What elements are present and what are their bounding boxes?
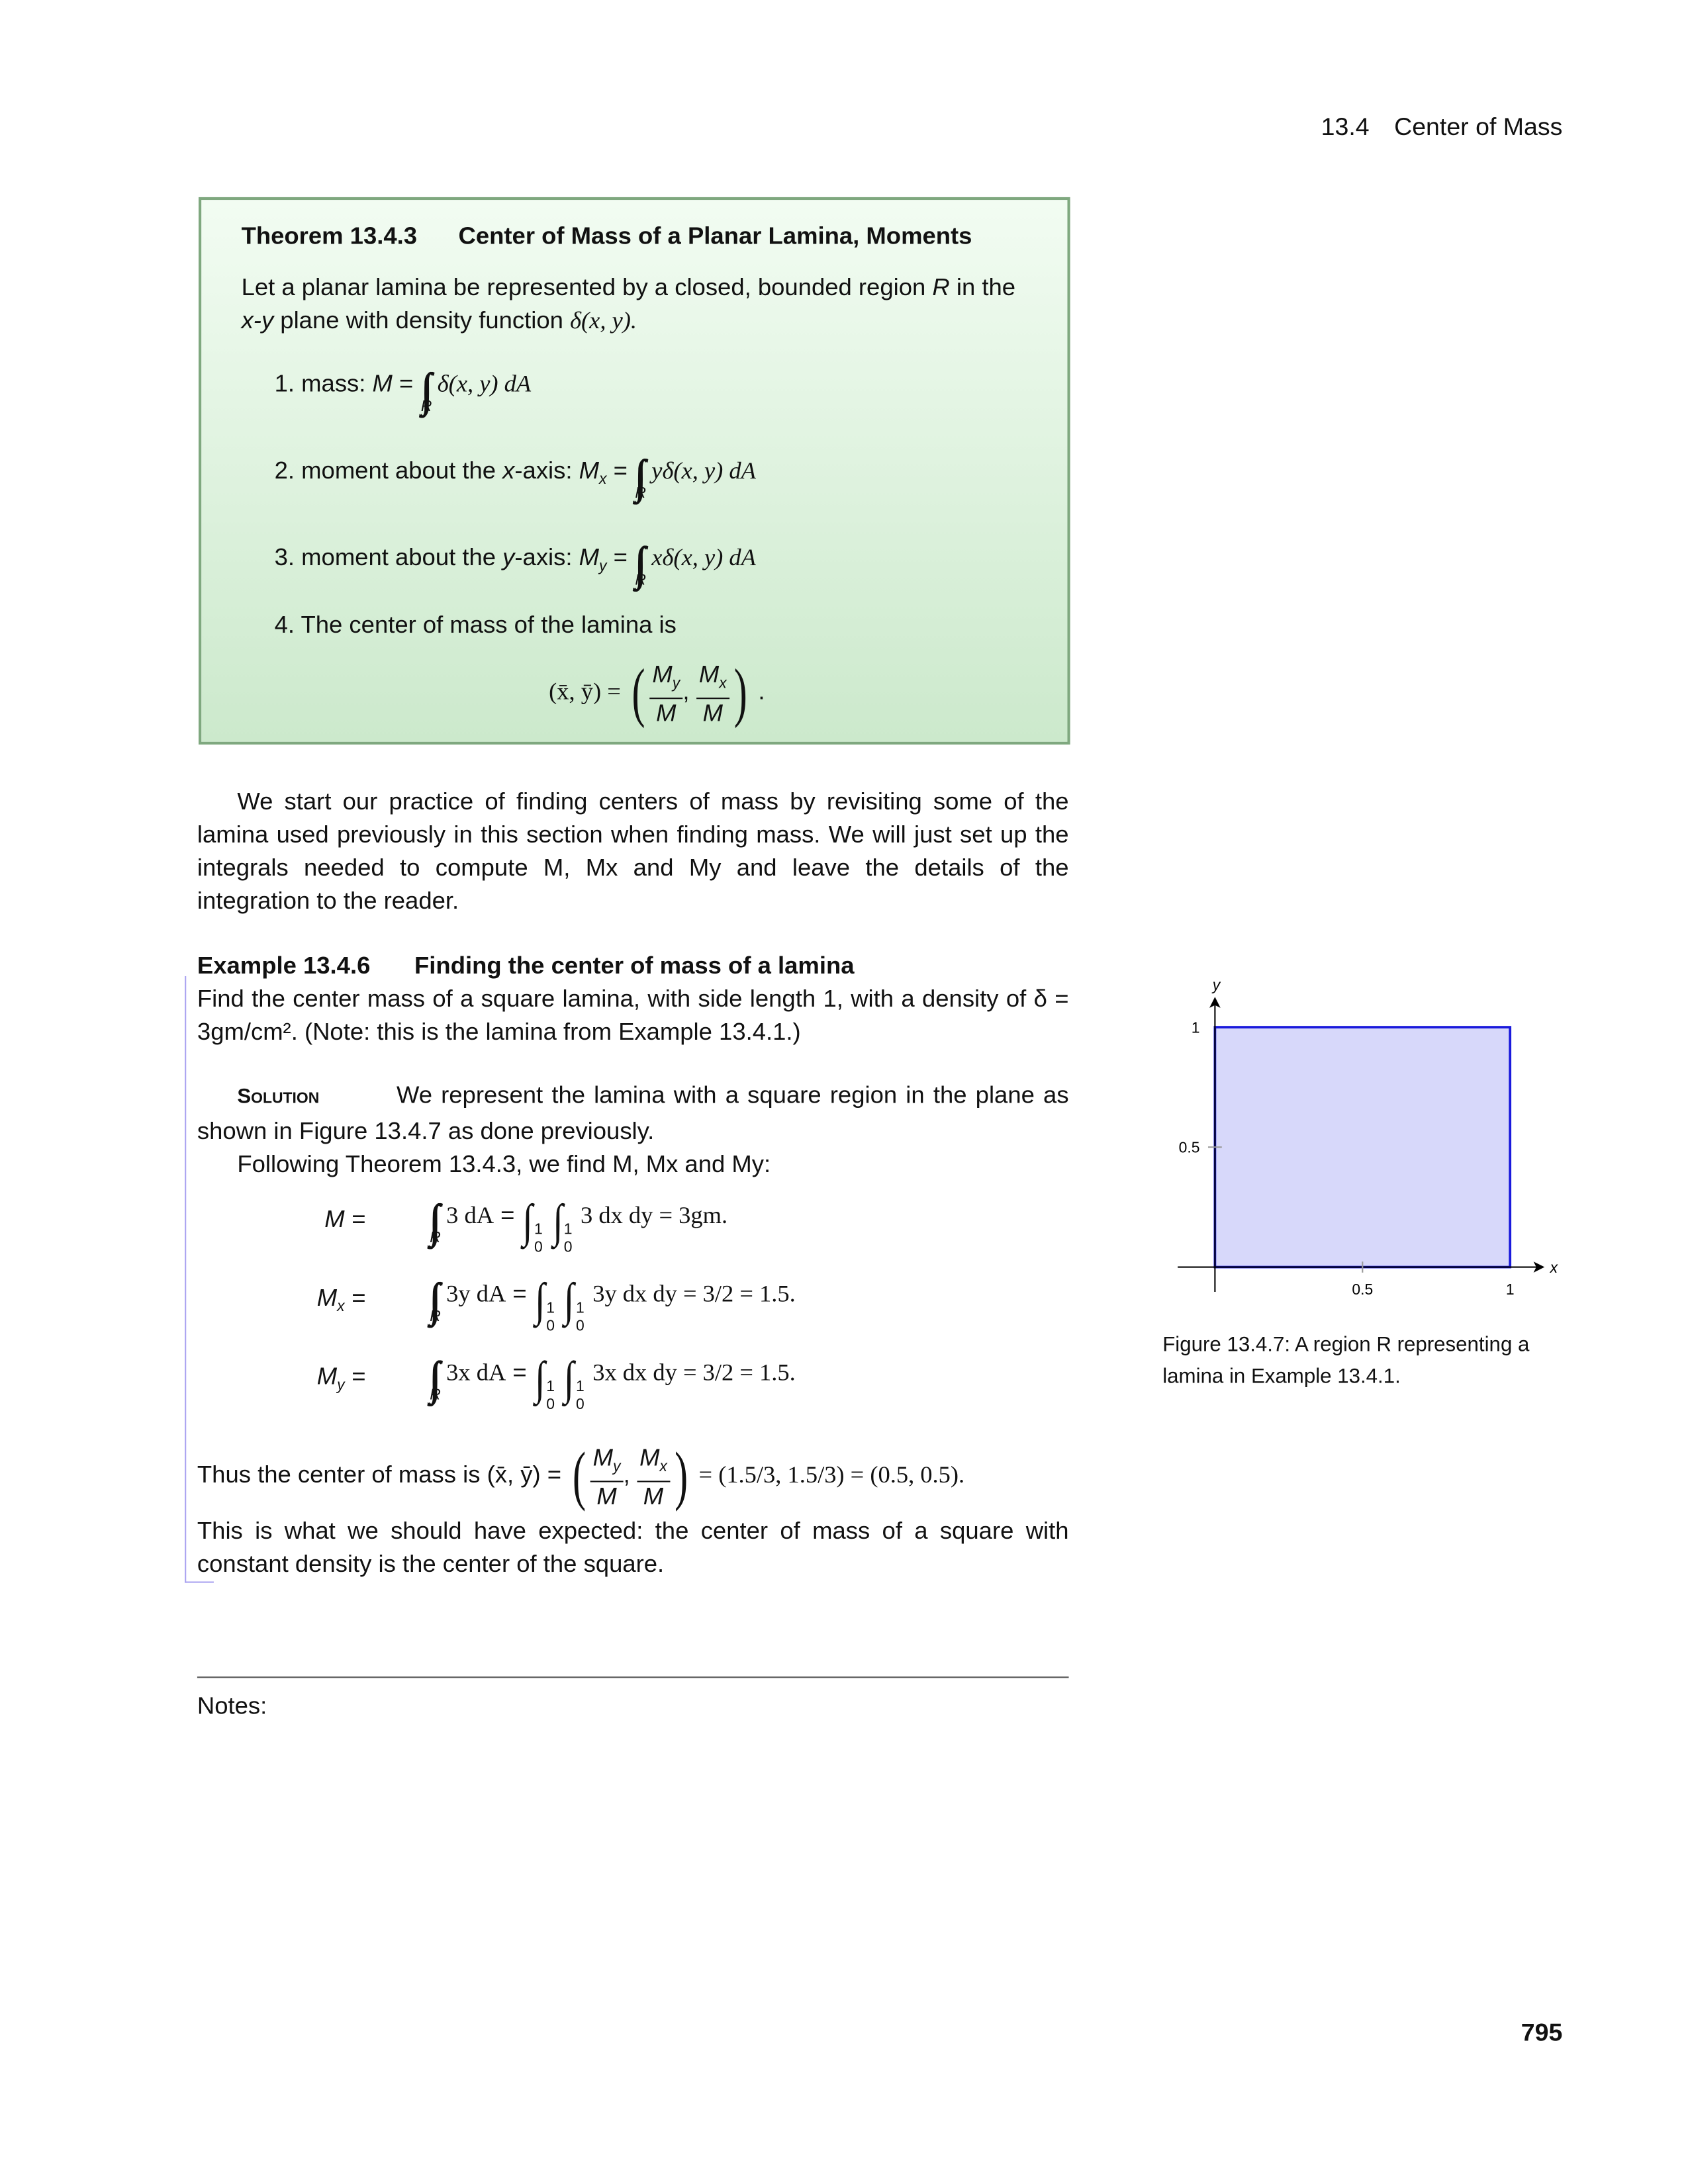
x-axis-label: x: [1550, 1258, 1558, 1276]
theorem-item-mass: 1. mass: $M = \int\int_R\delta(x$, y) dA: [275, 365, 532, 418]
theorem-item-moment-x: 2. moment about the x-axis: $M_x = \int\int_Ry\delta(x$, y) dA: [275, 452, 756, 504]
theorem-item-center: 4. The center of mass of the lamina is: [274, 610, 677, 639]
x-tick-label: 0.5: [1352, 1281, 1374, 1298]
theorem-title: Center of Mass of a Planar Lamina, Moments: [458, 222, 972, 250]
x-tick-label: 1: [1505, 1281, 1515, 1298]
page-number: 795: [1521, 2018, 1563, 2046]
theorem-box: [199, 197, 1070, 745]
section-title: Center of Mass: [1394, 113, 1563, 141]
theorem-intro: [242, 270, 1041, 336]
intro-paragraph: We start our practice of finding centers of mass by revisiting some of the lamina used previously in this section when finding mass. We will just set up the integrals needed to compute M, Mx and My and leave the details of the integration to the reader.: [197, 787, 1069, 915]
y-axis-label: y: [1212, 976, 1221, 993]
running-header: [1321, 113, 1563, 142]
conclusion-text: This is what we should have expected: the center of mass of a square with constant density is the center of the square.: [197, 1516, 1069, 1578]
y-tick-label: 0.5: [1178, 1138, 1200, 1156]
center-of-mass-result: Thus the center of mass is (x̄, ȳ) = ( $\frac{M_y}{M}$ , $\frac{M_x}{M}$ ) = (1.5/3, 1.5/3) = (0.5, 0.5).: [197, 1439, 965, 1513]
lamina-region: [1215, 1027, 1510, 1267]
following-text: Following Theorem 13.4.3, we find M, Mx and My:: [237, 1150, 771, 1178]
example-block: Example 13.4.6 Finding the center of mass of a lamina Find the center mass of a square lamina, with side length 1, with a density of δ = 3gm/cm². (Note: this is the lamina from Example 13.4.1.) Solution We represent the lamina with a square region in the plane as shown in Figure 13.4.7 as done previously. Following Theorem 13.4.3, we find M, Mx and My: M = $\int\int_R3$ dA = ∫ 1 0 ∫ 1 0 3 dx dy = 3gm. $M_x$ = $\int\int_R3y$ dA = ∫ 1 0 ∫ 1 0 3y dx dy = 3/2 = 1.5. $M_y$ = $\int\int_R3x$ dA = ∫ 1 0 ∫ 1 0 3x dx dy = 3/2 = 1.5. Thus the center of mass is (x̄, ȳ) = ( $\frac{M_y}{M}$ , $\frac{M_x}{M}$ ) = (1.5/3, 1.5/3) = (0.5, 0.5). This is what we should have expected: the center of mass of a square with constant density is the center of the square.: [197, 948, 1069, 1180]
figure-region-plot: [1158, 965, 1586, 1310]
plane-label: x-y: [241, 306, 274, 334]
region-symbol: R: [932, 273, 950, 301]
solution-text: Solution We represent the lamina with a square region in the plane as shown in Figure 13.4.7 as done previously.: [197, 1081, 1069, 1145]
section-number: 13.4: [1321, 113, 1370, 141]
double-integral-icon: ∫∫: [420, 365, 424, 417]
double-integral-icon: ∫∫: [634, 539, 638, 590]
intro-text: Let a planar lamina be represented by a closed, bounded region: [241, 273, 933, 301]
intro-text: in the: [949, 273, 1016, 301]
figure-caption: Figure 13.4.7: A region R representing a lamina in Example 13.4.1.: [1162, 1333, 1530, 1388]
example-statement: Find the center mass of a square lamina, with side length 1, with a density of δ = 3gm/cm². (Note: this is the lamina from Example 13.4.1.): [197, 984, 1069, 1046]
centroid-formula: (x̄, ȳ) = ( $\frac{M_y}{M}$ , $\frac{M_x}{M}$ ) .: [549, 656, 765, 730]
double-integral-icon: ∫∫: [634, 452, 638, 504]
y-tick-label: 1: [1191, 1019, 1200, 1036]
example-heading: Example 13.4.6 Finding the center of mass of a lamina: [197, 951, 855, 979]
notes-label: Notes:: [197, 1692, 267, 1719]
notes-divider: [197, 1676, 1069, 1678]
intro-text: plane with density function: [273, 306, 571, 334]
theorem-label: Theorem 13.4.3: [241, 222, 418, 250]
theorem-heading: [242, 222, 972, 251]
density-function: δ(x, y).: [570, 306, 637, 334]
theorem-item-moment-y: 3. moment about the y-axis: $M_y = \int\int_Rx\delta(x$, y) dA: [275, 539, 756, 592]
